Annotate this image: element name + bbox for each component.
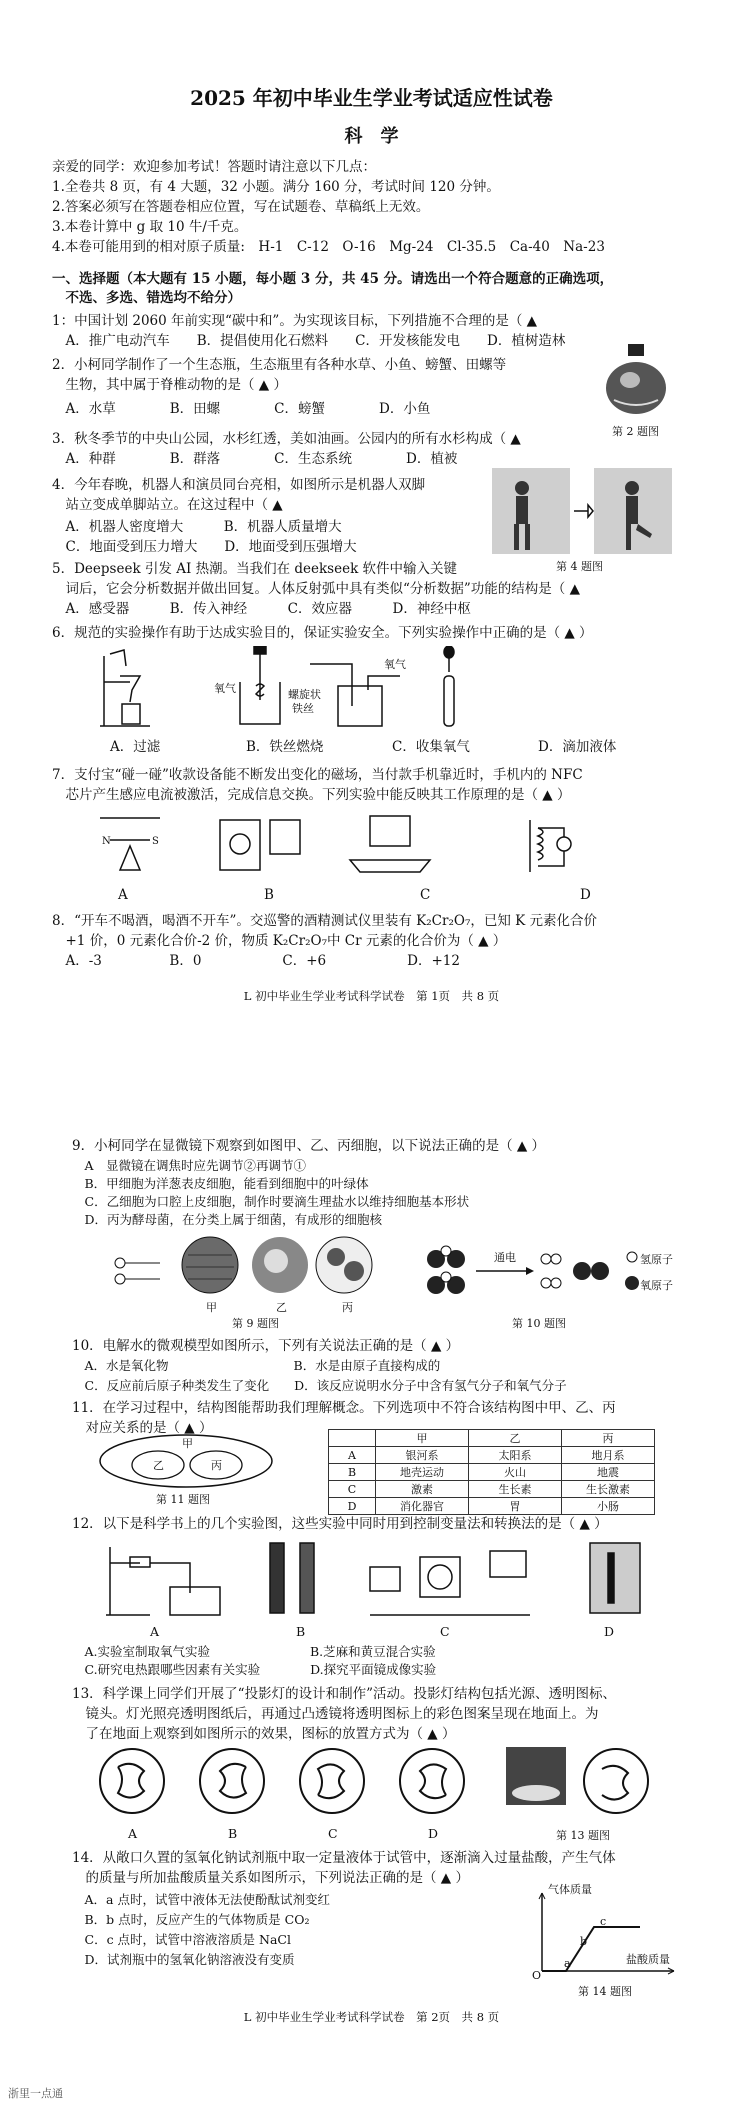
exam-title: 2025 年初中毕业生学业考试适应性试卷 [190,86,553,110]
question-5: 词后，它会分析数据并做出回复。人体反射弧中具有类似“分析数据”功能的结构是（ ▲ [52,581,580,597]
table-cell: 生长激素 [562,1481,655,1498]
intro-line: 1.全卷共 8 页，有 4 大题，32 小题。满分 160 分，考试时间 120 分钟。 [52,179,500,195]
question-1-options: A．推广电动汽车 B．提倡使用化石燃料 C．开发核能发电 D．植树造林 [52,333,566,349]
page-footer: L 初中毕业生学业考试科学试卷 第 1页 共 8 页 [243,989,500,1003]
question-2: 生物，其中属于脊椎动物的是（ ▲ ） [52,377,287,393]
option-label: C．收集氧气 [392,739,470,755]
option-label: D [604,1624,615,1639]
question-7: 芯片产生感应电流被激活，完成信息交换。下列实验中能反映其工作原理的是（ ▲ ） [52,787,571,803]
figure-caption: 第 11 题图 [156,1493,210,1506]
question-10-options: C．反应前后原子种类发生了变化 D．该反应说明水分子中含有氢气分子和氧气分子 [72,1378,567,1393]
point-b: b [580,1935,588,1948]
question-8-options: A．-3 B．0 C．+6 D．+12 [52,953,460,969]
question-12-options: A.实验室制取氧气实验 B.芝麻和黄豆混合实验 [72,1644,436,1659]
watermark: 浙里一点通 [8,2087,63,2100]
axis-label-x: 盐酸质量 [626,1953,670,1966]
figure-caption: 第 10 题图 [512,1317,566,1330]
table-cell [329,1430,376,1447]
question-14-options: D．试剂瓶中的氢氧化钠溶液没有变质 [72,1952,295,1967]
question-8: +1 价，0 元素化合价-2 价，物质 K₂Cr₂O₇中 Cr 元素的化合价为（ ▲ ） [52,933,507,949]
table-cell: 消化器官 [376,1498,469,1515]
question-4-options: A．机器人密度增大 B．机器人质量增大 [52,519,342,535]
point-c: c [600,1915,607,1928]
label-wire: 螺旋状 [288,688,321,701]
table-cell: 甲 [376,1430,469,1447]
question-8: 8．“开车不喝酒，喝酒不开车”。交巡警的酒精测试仪里装有 K₂Cr₂O₇，已知 K 元素化合价 [52,913,598,929]
option-label: C [440,1624,450,1639]
question-12: 12．以下是科学书上的几个实验图，这些实验中同时用到控制变量法和转换法的是（ ▲ ） [72,1516,608,1532]
question-11: 11．在学习过程中，结构图能帮助我们理解概念。下列选项中不符合该结构图中甲、乙、丙 [72,1400,616,1416]
table-cell: 丙 [562,1430,655,1447]
question-9-options: A 显微镜在调焦时应先调节②再调节① [72,1158,307,1173]
subject-title: 科 学 [344,126,399,147]
question-7: 7．支付宝“碰一碰”收款设备能不断发出变化的磁场，当付款手机靠近时，手机内的 NFC [52,767,583,783]
option-label: C [420,887,431,903]
question-9-options: B．甲细胞为洋葱表皮细胞，能看到细胞中的叶绿体 [72,1176,369,1191]
question-4: 站立变成单脚站立。在这过程中（ ▲ [52,497,283,513]
question-11: 对应关系的是（ ▲ ） [72,1420,213,1436]
figure-caption: 第 13 题图 [556,1829,610,1842]
question-10-options: A．水是氧化物 B．水是由原子直接构成的 [72,1358,441,1373]
option-label: B [264,887,274,903]
section-heading: 不选、多选、错选均不给分） [52,290,241,306]
label-oxygen: 氧气 [214,682,236,695]
figure-caption: 第 2 题图 [612,425,659,438]
option-label: B．铁丝燃烧 [246,739,324,755]
exam-page-1 [0,0,743,1035]
option-label: B [296,1624,306,1639]
intro-line: 3.本卷计算中 g 取 10 牛/千克。 [52,219,248,235]
question-13: 了在地面上观察到如图所示的效果，图标的放置方式为（ ▲ ） [72,1726,456,1742]
label-jia: 甲 [182,1437,193,1450]
question-1: 1：中国计划 2060 年前实现“碳中和”。为实现该目标，下列措施不合理的是（ ▲ [52,313,538,329]
table-cell: 地月系 [562,1447,655,1464]
nfc-experiments-figure [90,810,690,880]
table-cell: 小肠 [562,1498,655,1515]
label-wire: 铁丝 [292,702,314,715]
table-cell: 火山 [469,1464,562,1481]
axis-label-y: 气体质量 [548,1883,592,1896]
robot-figure [492,468,672,554]
question-14-options: C．c 点时，试管中溶液溶质是 NaCl [72,1932,291,1947]
question-13: 镜头。灯光照亮透明图纸后，再通过凸透镜将透明图标上的彩色图案呈现在地面上。为 [72,1706,599,1722]
option-label: B [228,1826,238,1841]
textbook-experiments-figure [100,1537,660,1621]
option-label: D．滴加液体 [538,739,617,755]
point-a: a [564,1957,571,1970]
table-row [329,1464,655,1481]
question-3: 3．秋冬季节的中央山公园，水杉红透，美如油画。公园内的所有水杉构成（ ▲ [52,431,521,447]
svg-text:N: N [102,836,111,847]
label-bing: 丙 [211,1459,222,1472]
question-3-options: A．种群 B．群落 C．生态系统 D．植被 [52,451,458,467]
table-cell: C [329,1481,376,1498]
question-14: 的质量与所加盐酸质量关系如图所示，下列说法正确的是（ ▲ ） [72,1870,469,1886]
q11-table [328,1429,655,1515]
svg-text:S: S [152,836,159,847]
question-14-options: B．b 点时，反应产生的气体物质是 CO₂ [72,1912,310,1927]
question-10: 10．电解水的微观模型如图所示，下列有关说法正确的是（ ▲ ） [72,1338,460,1354]
table-cell: B [329,1464,376,1481]
table-cell: D [329,1498,376,1515]
intro-line: 4.本卷可能用到的相对原子质量: H-1 C-12 O-16 Mg-24 Cl-35.5 Ca-40 Na-23 [52,239,605,255]
option-label: A [128,1826,138,1841]
cell-label: 丙 [342,1301,353,1314]
question-14: 14．从敞口久置的氢氧化钠试剂瓶中取一定量液体于试管中，逐渐滴入过量盐酸，产生气体 [72,1850,616,1866]
table-cell: 地震 [562,1464,655,1481]
option-label: D [580,887,591,903]
table-row [329,1447,655,1464]
table-cell: A [329,1447,376,1464]
figure-caption: 第 9 题图 [232,1317,279,1330]
question-9: 9．小柯同学在显微镜下观察到如图甲、乙、丙细胞，以下说法正确的是（ ▲ ） [72,1138,546,1154]
option-label: A．过滤 [110,739,161,755]
label-hydrogen: 氢原子 [640,1253,673,1266]
table-cell: 太阳系 [469,1447,562,1464]
cells-figure [100,1235,400,1299]
question-4-options: C．地面受到压力增大 D．地面受到压强增大 [52,539,357,555]
table-cell: 激素 [376,1481,469,1498]
option-label: A [150,1624,160,1639]
table-row [329,1481,655,1498]
option-label: C [328,1826,338,1841]
question-2: 2．小柯同学制作了一个生态瓶，生态瓶里有各种水草、小鱼、螃蟹、田螺等 [52,357,507,373]
question-5-options: A．感受器 B．传入神经 C．效应器 D．神经中枢 [52,601,471,617]
label-oxygen-atom: 氧原子 [640,1279,673,1292]
question-2-options: A．水草 B．田螺 C．螃蟹 D．小鱼 [52,401,431,417]
option-label: D [428,1826,439,1841]
table-row [329,1498,655,1515]
table-header-row [329,1430,655,1447]
question-6: 6．规范的实验操作有助于达成实验目的，保证实验安全。下列实验操作中正确的是（ ▲ ） [52,625,593,641]
page-gap [0,1035,743,1137]
option-label: A [118,887,128,903]
question-9-options: D．丙为酵母菌，在分类上属于细菌，有成形的细胞核 [72,1212,383,1227]
origin-label: O [532,1969,542,1982]
table-cell: 银河系 [376,1447,469,1464]
page-footer: L 初中毕业生学业考试科学试卷 第 2页 共 8 页 [243,2010,500,2024]
table-cell: 地壳运动 [376,1464,469,1481]
label-yi: 乙 [153,1459,164,1472]
table-cell: 生长素 [469,1481,562,1498]
table-cell: 乙 [469,1430,562,1447]
projection-icons-figure [96,1745,676,1821]
exam-page-2 [0,1137,743,2102]
label-electrify: 通电 [494,1251,516,1264]
intro-line: 亲爱的同学：欢迎参加考试！答题时请注意以下几点： [52,159,376,175]
cell-label: 甲 [206,1301,217,1314]
section-heading: 一、选择题（本大题有 15 小题，每小题 3 分，共 45 分。请选出一个符合题意的正确选项， [52,271,614,287]
question-5: 5．Deepseek 引发 AI 热潮。当我们在 deekseek 软件中输入关键 [52,561,458,577]
table-cell: 胃 [469,1498,562,1515]
question-14-options: A．a 点时，试管中液体无法使酚酞试剂变红 [72,1892,330,1907]
question-13: 13．科学课上同学们开展了“投影灯的设计和制作”活动。投影灯结构包括光源、透明图标、 [72,1686,616,1702]
label-oxygen: 氧气 [384,658,406,671]
figure-caption: 第 14 题图 [578,1985,632,1998]
question-12-options: C.研究电热跟哪些因素有关实验 D.探究平面镜成像实验 [72,1662,437,1677]
eco-bottle-figure [600,340,672,420]
question-4: 4．今年春晚，机器人和演员同台亮相，如图所示是机器人双脚 [52,477,426,493]
cell-label: 乙 [276,1301,287,1314]
question-9-options: C．乙细胞为口腔上皮细胞，制作时要滴生理盐水以维持细胞基本形状 [72,1194,470,1209]
figure-caption: 第 4 题图 [556,560,603,573]
intro-line: 2.答案必须写在答题卷相应位置，写在试题卷、草稿纸上无效。 [52,199,430,215]
